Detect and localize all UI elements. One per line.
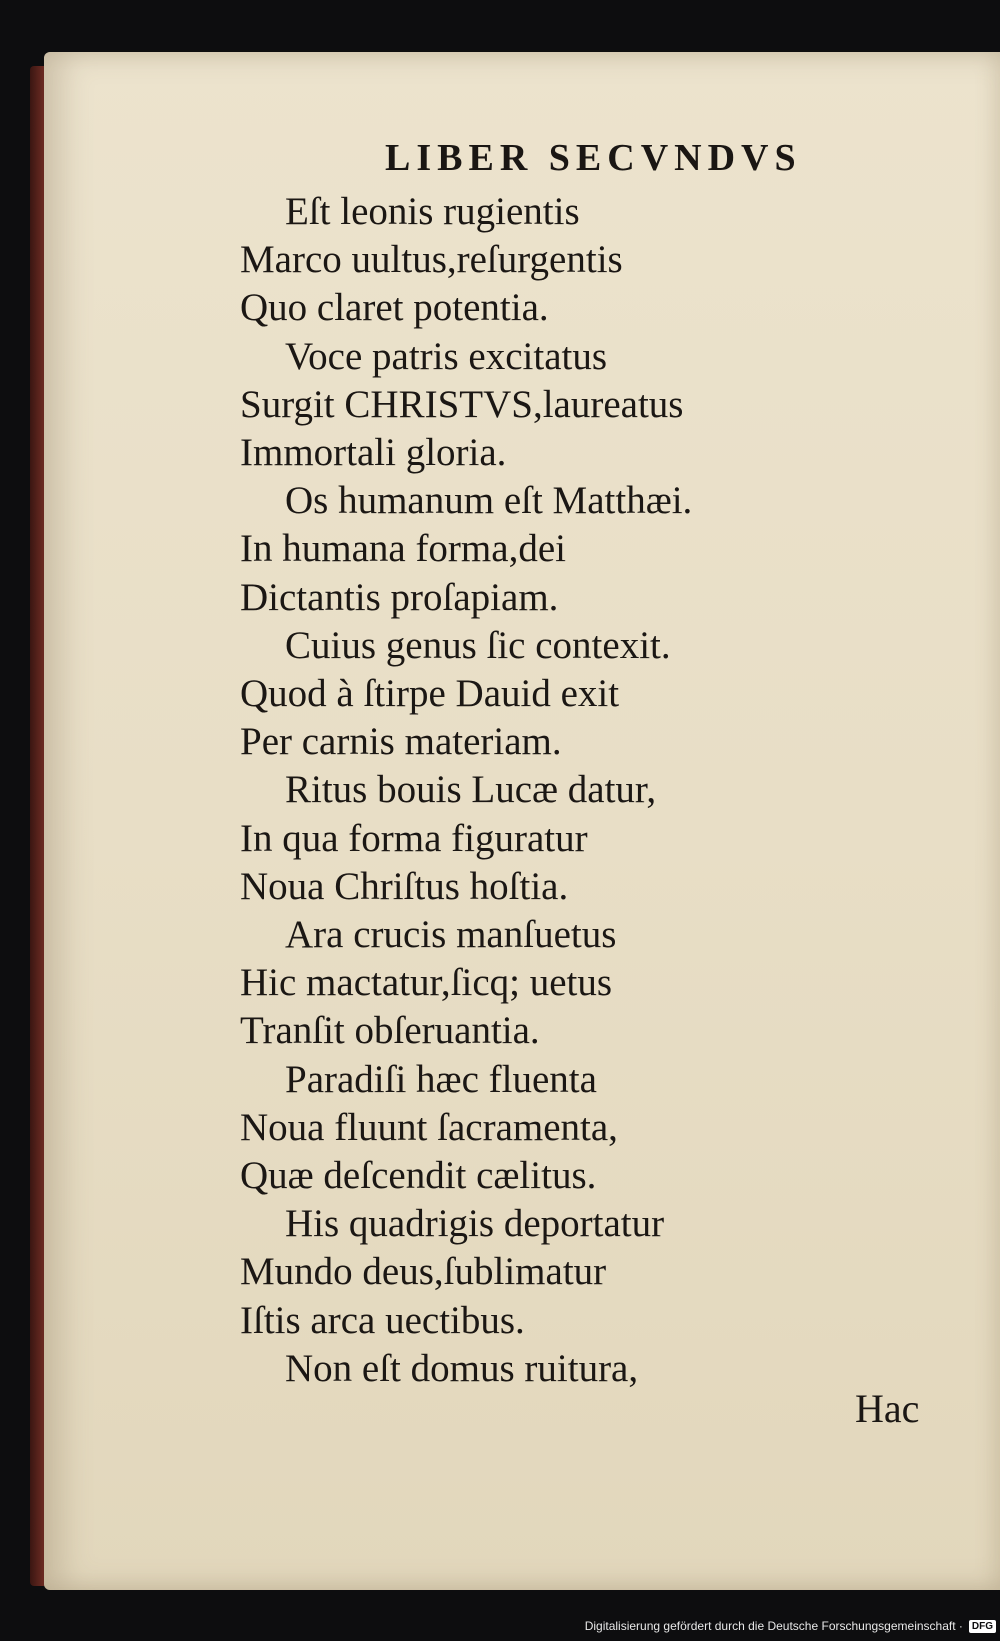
verse-text xyxy=(240,188,940,1393)
verse-line: Cuius genus ſic contexit. xyxy=(285,623,671,667)
verse-line: His quadrigis deportatur xyxy=(285,1202,665,1246)
verse-line: Per carnis materiam. xyxy=(240,720,562,764)
verse-line: In qua forma figuratur xyxy=(240,816,588,860)
verse-line: Mundo deus,ſublimatur xyxy=(240,1250,607,1294)
verse-line: Surgit CHRISTVS,laureatus xyxy=(240,382,684,426)
verse-line: Ara crucis manſuetus xyxy=(285,913,617,957)
catchword: Hac xyxy=(855,1386,920,1431)
verse-line: Voce patris excitatus xyxy=(285,334,608,378)
verse-line: In humana forma,dei xyxy=(240,527,566,571)
verse-line: Os humanum eſt Matthæi. xyxy=(285,479,693,523)
verse-line: Quod à ſtirpe Dauid exit xyxy=(240,672,620,716)
footer-credit-text: Digitalisierung gefördert durch die Deutsche Forschungsgemeinschaft · xyxy=(584,1619,963,1633)
verse-line: Tranſit obſeruantia. xyxy=(240,1009,540,1053)
verse-line: Immortali gloria. xyxy=(240,431,507,475)
verse-line: Ritus bouis Lucæ datur, xyxy=(285,768,657,812)
running-header: LIBER SECVNDVS xyxy=(385,137,802,179)
verse-line: Quo claret potentia. xyxy=(240,286,549,330)
footer-credit xyxy=(585,1615,996,1637)
dfg-logo: DFG xyxy=(969,1620,996,1633)
verse-line: Iſtis arca uectibus. xyxy=(240,1298,525,1342)
verse-line: Paradiſi hæc fluenta xyxy=(285,1057,597,1101)
verse-line: Hic mactatur,ſicq; uetus xyxy=(240,961,613,1005)
verse-line: Non eſt domus ruitura, xyxy=(285,1346,639,1390)
verse-line: Marco uultus,reſurgentis xyxy=(240,238,623,282)
verse-line: Noua fluunt ſacramenta, xyxy=(240,1105,618,1149)
verse-line: Eſt leonis rugientis xyxy=(285,190,580,233)
verse-line: Noua Chriſtus hoſtia. xyxy=(240,864,569,908)
verse-line: Quæ deſcendit cælitus. xyxy=(240,1154,597,1198)
verse-line: Dictantis proſapiam. xyxy=(240,575,559,619)
